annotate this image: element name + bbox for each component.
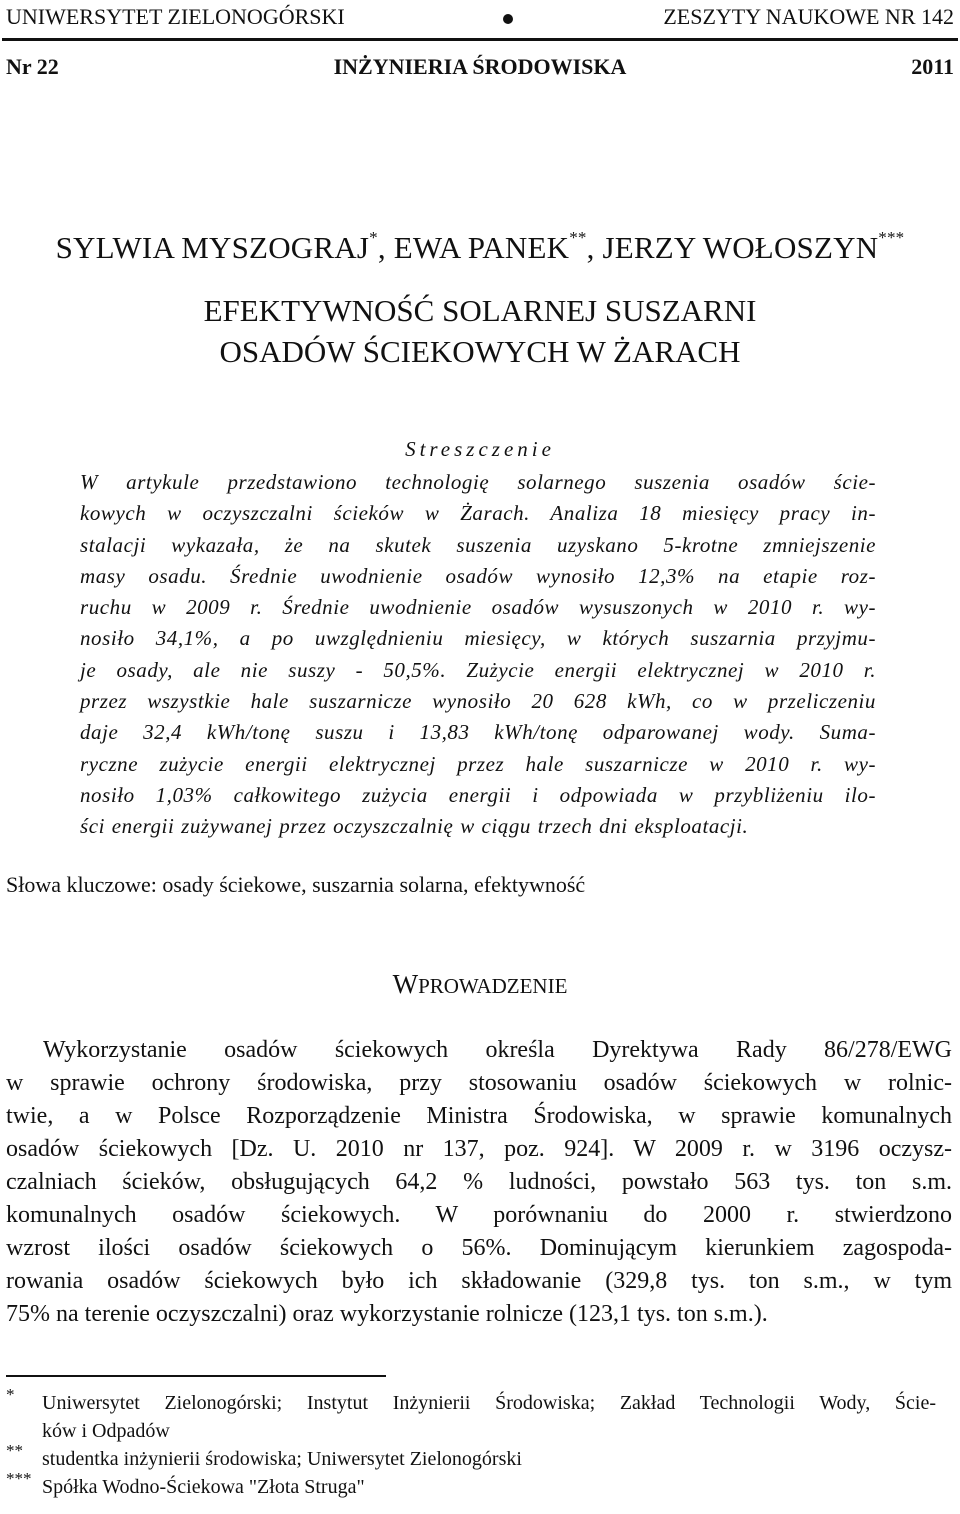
header-university: UNIWERSYTET ZIELONOGÓRSKI xyxy=(6,4,345,29)
abstract-line: nosiło 34,1%, a po uwzględnieniu miesięcy, w których suszarnia przyjmu- xyxy=(80,626,876,651)
author-affiliation-mark: ** xyxy=(569,228,587,247)
body-line: czalniach ścieków, obsługujących 64,2 % ludności, powstało 563 tys. ton s.m. xyxy=(6,1169,952,1195)
abstract-line: masy osadu. Średnie uwodnienie osadów wynosiło 12,3% na etapie roz- xyxy=(80,563,876,588)
body-line: komunalnych osadów ściekowych. W porównaniu do 2000 r. stwierdzono xyxy=(6,1202,952,1228)
header-discipline: INŻYNIERIA ŚRODOWISKA xyxy=(333,54,627,79)
footnotes xyxy=(6,1385,936,1501)
footnote-mark: ** xyxy=(6,1441,23,1460)
abstract-line: W artykule przedstawiono technologię solarnego suszenia osadów ście- xyxy=(80,470,876,494)
abstract-line: ruchu w 2009 r. Średnie uwodnienie osadów wysuszonych w 2010 r. wy- xyxy=(80,595,876,620)
author-separator: , xyxy=(586,230,603,265)
header-divider xyxy=(2,38,958,41)
abstract-line: kowych w oczyszczalni ścieków w Żarach. Analiza 18 miesięcy pracy in- xyxy=(80,501,876,526)
body-line: Wykorzystanie osadów ściekowych określa Dyrektywa Rady 86/278/EWG xyxy=(43,1037,952,1063)
abstract-line: ści energii zużywanej przez oczyszczalnię w ciągu trzech dni eksploatacji. xyxy=(80,814,749,839)
author-affiliation-mark: *** xyxy=(878,228,905,247)
section-heading-rest: PROWADZENIE xyxy=(418,974,568,998)
keywords-label: Słowa kluczowe: xyxy=(6,872,157,897)
footnote-line: studentka inżynierii środowiska; Uniwersytet Zielonogórski xyxy=(42,1448,522,1470)
author-affiliation-mark: * xyxy=(369,228,378,247)
abstract-line: nosiło 1,03% całkowitego zużycia energii i odpowiada w przybliżeniu ilo- xyxy=(80,782,876,807)
body-line: twie, a w Polsce Rozporządzenie Ministra Środowiska, w sprawie komunalnych xyxy=(6,1103,952,1129)
footnote-mark: *** xyxy=(6,1469,32,1488)
body-line: rowania osadów ściekowych było ich składowanie (329,8 tys. ton s.m., w tym xyxy=(6,1268,952,1294)
section-heading xyxy=(0,968,960,1002)
keywords xyxy=(6,871,585,899)
body-line: 75% na terenie oczyszczalni) oraz wykorzystanie rolnicze (123,1 tys. ton s.m.). xyxy=(6,1301,768,1327)
footnote-item xyxy=(6,1441,936,1473)
footnote-line: Spółka Wodno-Ściekowa "Złota Struga" xyxy=(42,1476,365,1498)
author-name: EWA PANEK xyxy=(393,230,570,265)
footnote-line: Uniwersytet Zielonogórski; Instytut Inżynierii Środowiska; Zakład Technologii Wody, Ście- xyxy=(42,1392,936,1414)
header-year: 2011 xyxy=(911,54,954,79)
paper-title-line: OSADÓW ŚCIEKOWYCH W ŻARACH xyxy=(219,334,741,369)
abstract-line: je osady, ale nie suszy - 50,5%. Zużycie energii elektrycznej w 2010 r. xyxy=(80,657,876,682)
footnote-item xyxy=(6,1385,936,1445)
footnote-mark: * xyxy=(6,1385,15,1404)
abstract-line: daje 32,4 kWh/tonę suszu i 13,83 kWh/tonę odparowanej wody. Suma- xyxy=(80,720,876,745)
paper-title xyxy=(0,290,960,372)
footnote-line: ków i Odpadów xyxy=(42,1420,170,1442)
footnote-divider xyxy=(6,1375,386,1377)
paper-title-line: EFEKTYWNOŚĆ SOLARNEJ SUSZARNI xyxy=(203,293,757,328)
abstract-heading: Streszczenie xyxy=(405,437,555,461)
author-separator: , xyxy=(377,230,394,265)
abstract-line: ryczne zużycie energii elektrycznej przez hale suszarnicze w 2010 r. wy- xyxy=(80,751,876,776)
abstract-text xyxy=(80,467,876,843)
footnote-item xyxy=(6,1469,936,1501)
author-name: JERZY WOŁOSZYN xyxy=(602,230,879,265)
header-series: ZESZYTY NAUKOWE NR 142 xyxy=(663,4,954,29)
body-paragraph xyxy=(6,1034,952,1331)
header-issue: Nr 22 xyxy=(6,54,59,79)
author-name: SYLWIA MYSZOGRAJ xyxy=(55,230,370,265)
bullet-separator-icon xyxy=(503,14,513,24)
body-line: wzrost ilości osadów ściekowych o 56%. Dominującym kierunkiem zagospoda- xyxy=(6,1235,952,1261)
keywords-text: osady ściekowe, suszarnia solarna, efektywność xyxy=(156,872,586,897)
section-heading-initial: W xyxy=(392,969,419,999)
abstract-line: przez wszystkie hale suszarnicze wynosiło 20 628 kWh, co w przeliczeniu xyxy=(80,689,876,714)
author-list xyxy=(0,218,960,268)
body-line: osadów ściekowych [Dz. U. 2010 nr 137, poz. 924]. W 2009 r. w 3196 oczysz- xyxy=(6,1136,952,1162)
body-line: w sprawie ochrony środowiska, przy stosowaniu osadów ściekowych w rolnic- xyxy=(6,1070,952,1096)
abstract-line: stalacji wykazała, że na skutek suszenia uzyskano 5-krotne zmniejszenie xyxy=(80,532,876,557)
